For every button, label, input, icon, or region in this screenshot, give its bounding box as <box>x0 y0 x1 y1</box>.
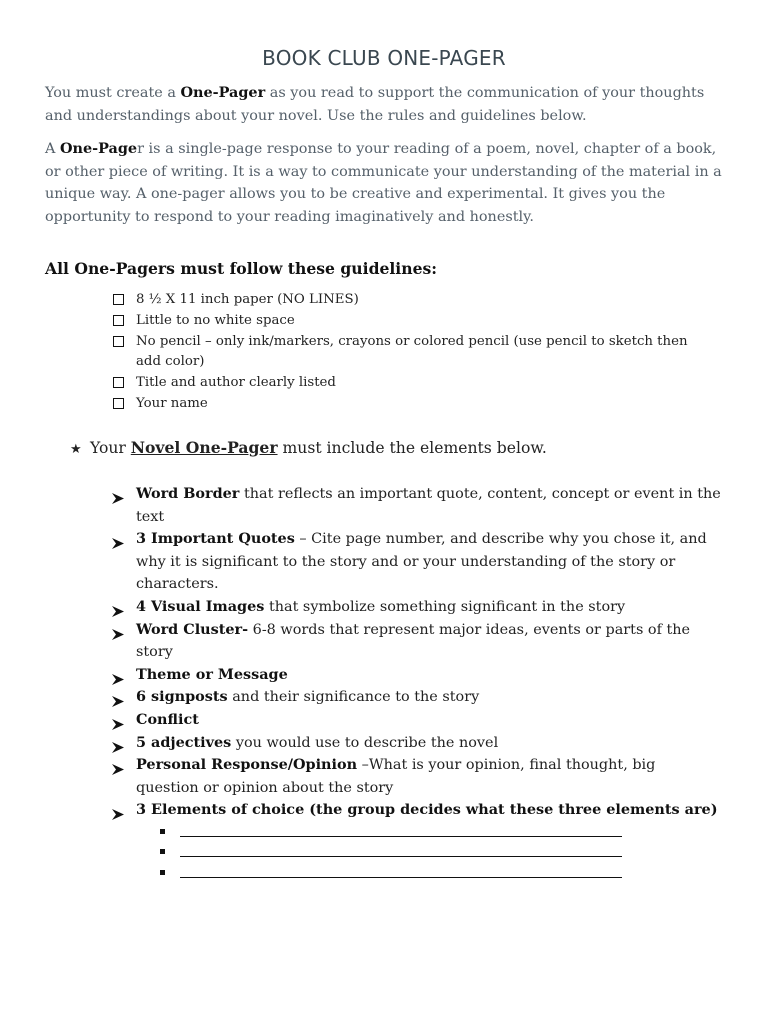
guideline-text: 8 ½ X 11 inch paper (NO LINES) <box>136 292 359 307</box>
checkbox-icon <box>113 398 124 409</box>
intro-pre: You must create a <box>45 85 181 101</box>
element-item <box>112 664 722 687</box>
guideline-item <box>112 332 697 374</box>
element-item <box>112 732 722 755</box>
square-bullet-icon <box>160 870 165 875</box>
element-item <box>112 799 722 883</box>
element-description: 6-8 words that represent major ideas, events or parts of the story <box>136 621 691 661</box>
intro-post: as you read to support the communication of your thoughts and understandings about your novel. Use the rules and guidelines below. <box>45 85 705 124</box>
guidelines-heading: All One-Pagers must follow these guidelines: <box>45 259 438 278</box>
arrow-bullet-icon <box>112 602 124 613</box>
element-item <box>112 709 722 732</box>
intro-paragraph <box>45 82 735 127</box>
element-item <box>112 619 722 664</box>
element-item <box>112 483 722 528</box>
square-bullet-icon <box>160 849 165 854</box>
checkbox-icon <box>113 294 124 305</box>
element-title: 4 Visual Images <box>136 597 265 615</box>
guideline-text: Your name <box>136 395 208 411</box>
requirement-emphasis: Novel One-Pager <box>130 438 278 457</box>
blank-line <box>180 865 622 878</box>
guideline-item <box>112 311 697 332</box>
element-description: – Cite page number, and describe why you chose it, and why it is significant to the story and or your understanding of the story or characters. <box>136 531 707 593</box>
blank-line <box>180 824 622 837</box>
definition-pre: A <box>45 141 60 157</box>
requirement-pre: Your <box>90 439 131 457</box>
element-description: –What is your opinion, final thought, big question or opinion about the story <box>136 757 656 796</box>
guideline-text: Title and author clearly listed <box>136 375 336 391</box>
choice-blanks-list <box>136 822 722 884</box>
choice-blank-item <box>136 842 722 863</box>
checkbox-icon <box>113 315 124 326</box>
element-title: Word Cluster- <box>136 620 249 638</box>
element-title: Theme or Message <box>136 665 288 683</box>
arrow-bullet-icon <box>112 715 124 726</box>
guideline-item <box>112 290 697 311</box>
element-title: 5 adjectives <box>136 733 232 751</box>
guideline-text: Little to no white space <box>136 312 295 328</box>
guideline-item <box>112 373 697 394</box>
element-item <box>112 754 722 799</box>
page-title: BOOK CLUB ONE-PAGER <box>262 46 506 70</box>
element-title: Conflict <box>136 710 199 728</box>
element-title: 3 Important Quotes <box>136 530 295 548</box>
element-title: Word Border <box>136 485 240 502</box>
arrow-bullet-icon <box>112 670 124 681</box>
element-description: and their significance to the story <box>227 689 480 706</box>
definition-post: r is a single-page response to your reading of a poem, novel, chapter of a book, or other piece of writing. It is a way to communicate your understanding of the material in a unique way. A one-pager allows you to be creative and experimental. It gives you the opportunity to respond to your reading imaginatively and honestly. <box>45 141 722 225</box>
arrow-bullet-icon <box>112 534 124 545</box>
element-item <box>112 686 722 709</box>
element-item <box>112 596 722 619</box>
arrow-bullet-icon <box>112 760 124 771</box>
element-description: that symbolize something significant in the story <box>264 598 626 615</box>
element-title: 3 Elements of choice (the group decides what these three elements are) <box>136 801 718 819</box>
guidelines-list <box>112 290 697 415</box>
element-item <box>112 528 722 596</box>
element-description: that reflects an important quote, content, concept or event in the text <box>136 486 721 525</box>
arrow-bullet-icon <box>112 625 124 636</box>
arrow-bullet-icon <box>112 805 124 816</box>
definition-paragraph <box>45 138 735 228</box>
square-bullet-icon <box>160 829 165 834</box>
choice-blank-item <box>136 863 722 884</box>
requirement-line <box>70 438 547 457</box>
star-icon: ★ <box>70 442 82 457</box>
arrow-bullet-icon <box>112 738 124 749</box>
arrow-bullet-icon <box>112 489 124 500</box>
element-title: Personal Response/Opinion <box>136 756 358 774</box>
intro-bold: One-Pager <box>180 84 266 101</box>
guideline-text: No pencil – only ink/markers, crayons or colored pencil (use pencil to sketch then add color) <box>136 333 688 370</box>
checkbox-icon <box>113 336 124 347</box>
guideline-item <box>112 394 697 415</box>
blank-line <box>180 844 622 857</box>
checkbox-icon <box>113 377 124 388</box>
choice-blank-item <box>136 822 722 843</box>
requirement-post: must include the elements below. <box>277 439 547 457</box>
element-title: 6 signposts <box>136 688 228 706</box>
arrow-bullet-icon <box>112 692 124 703</box>
definition-bold: One-Page <box>59 140 138 157</box>
elements-list <box>112 483 722 883</box>
element-description: you would use to describe the novel <box>231 734 499 751</box>
